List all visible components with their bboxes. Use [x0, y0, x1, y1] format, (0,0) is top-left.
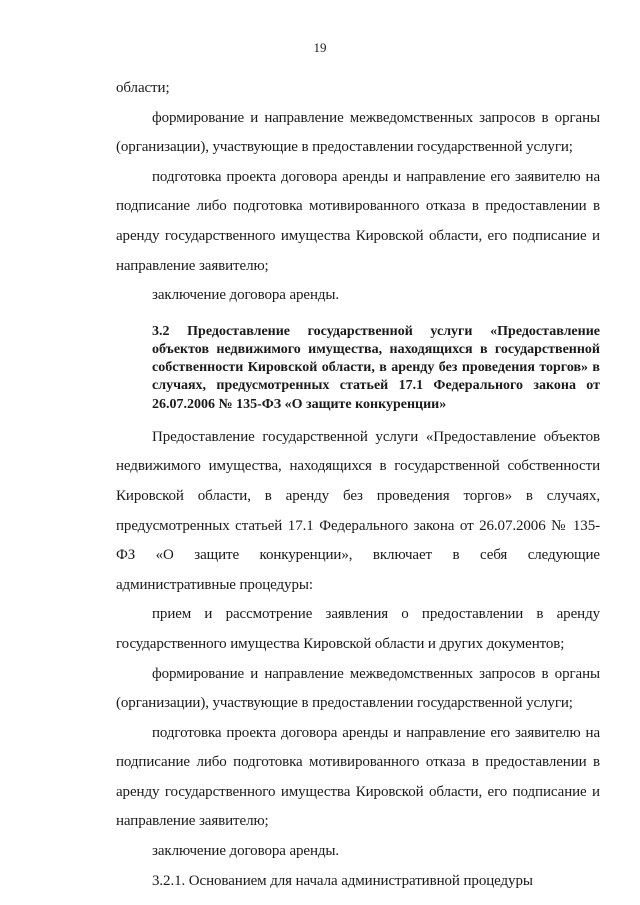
paragraph: подготовка проекта договора аренды и направление его заявителю на подписание либо подготовка мотивированного отказа в предоставлении в аренду государственного имущества Кировской области, его подписание и направление заявителю;: [116, 168, 600, 274]
page-number: 19: [313, 40, 327, 55]
paragraph: прием и рассмотрение заявления о предоставлении в аренду государственного имущества Кировской области и других документов;: [116, 606, 600, 652]
section-paragraphs: [116, 423, 600, 897]
top-paragraphs: [116, 74, 600, 311]
paragraph: заключение договора аренды.: [152, 287, 340, 304]
section-heading: 3.2 Предоставление государственной услуги «Предоставление объектов недвижимого имущества, находящихся в государственной собственности Кировской области, в аренду без проведения торгов» в случаях, предусмотренных статьей 17.1 Федерального закона от 26.07.2006 № 135-ФЗ «О защите конкуренции»: [152, 323, 600, 412]
paragraph: заключение договора аренды.: [152, 843, 340, 860]
paragraph: формирование и направление межведомственных запросов в органы (организации), участвующие в предоставлении государственной услуги;: [116, 665, 600, 712]
document-body: [116, 74, 600, 896]
paragraph: подготовка проекта договора аренды и направление его заявителю на подписание либо подготовка мотивированного отказа в предоставлении в аренду государственного имущества Кировской области, его подписание и направление заявителю;: [116, 724, 600, 830]
paragraph: Предоставление государственной услуги «Предоставление объектов недвижимого имущества, находящихся в государственной собственности Кировской области, в аренду без проведения торгов» в случаях, предусмотренных статьей 17.1 Федерального закона от 26.07.2006 № 135-ФЗ «О защите конкуренции», включает в себя следующие административные процедуры:: [116, 428, 600, 593]
paragraph: формирование и направление межведомственных запросов в органы (организации), участвующие в предоставлении государственной услуги;: [116, 109, 600, 156]
paragraph: 3.2.1. Основанием для начала административной процедуры: [152, 872, 533, 889]
paragraph: области;: [116, 80, 170, 96]
